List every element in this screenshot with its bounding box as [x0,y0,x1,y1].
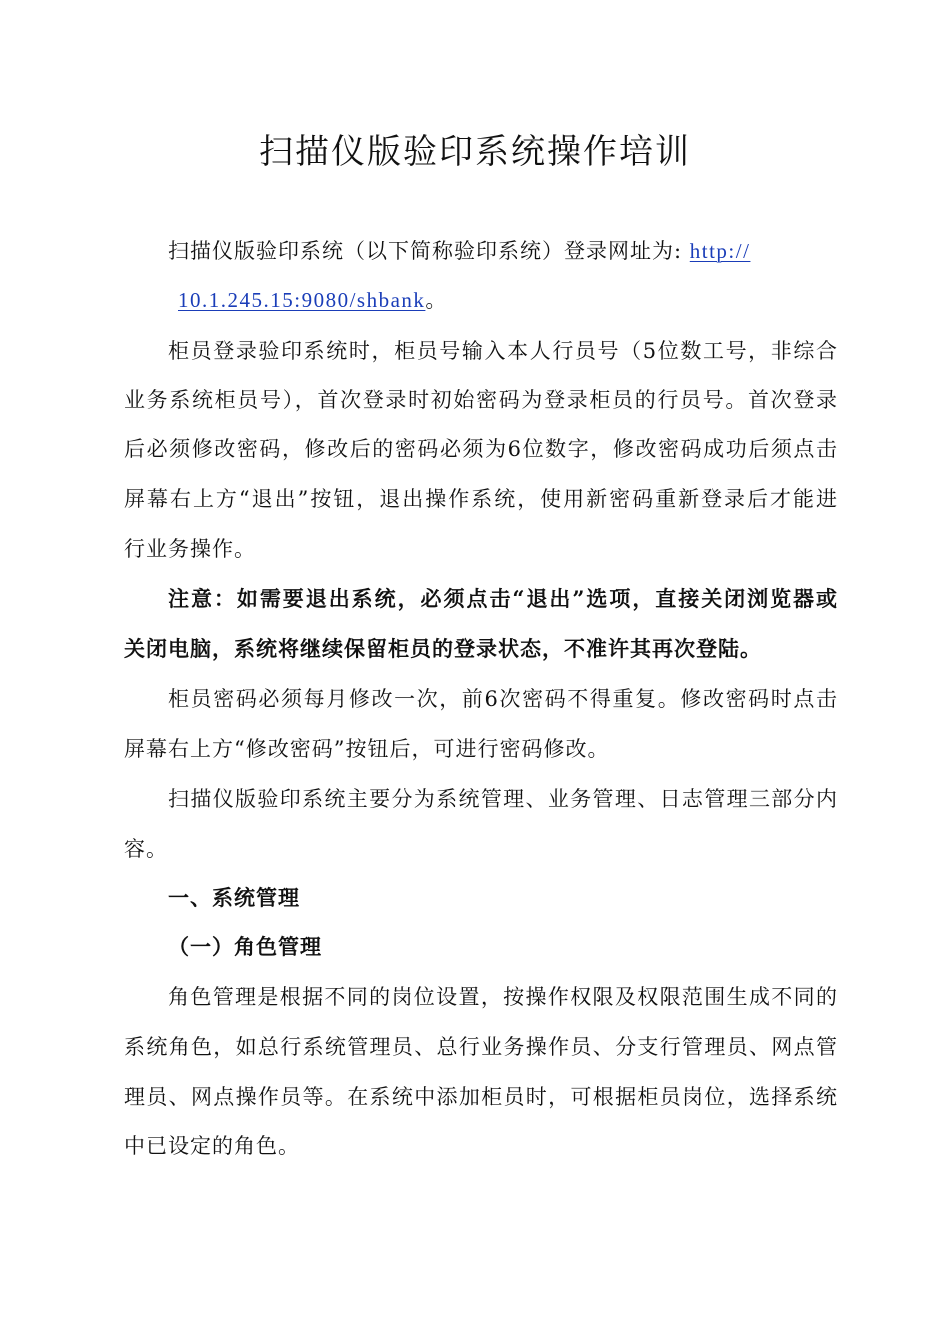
para-password-line: 屏幕右上方“修改密码”按钮后，可进行密码修改。 [124,737,610,761]
para-roles-line: 角色管理是根据不同的岗位设置，按操作权限及权限范围生成不同的 [168,985,838,1009]
url-link-part2[interactable]: 10.1.245.15:9080/shbank [178,288,426,312]
para-password-line: 柜员密码必须每月修改一次，前6次密码不得重复。修改密码时点击 [168,687,838,711]
para-login-line: 行业务操作。 [124,537,256,561]
intro-line [168,236,750,266]
notice-line: 关闭电脑，系统将继续保留柜员的登录状态，不准许其再次登陆。 [124,636,762,661]
intro-line-2 [178,285,447,315]
url-link-part1[interactable]: http:// [689,239,751,263]
intro-suffix: 。 [425,288,448,312]
para-roles-line: 理员、网点操作员等。在系统中添加柜员时，可根据柜员岗位，选择系统 [124,1085,838,1109]
para-sections-line: 扫描仪版验印系统主要分为系统管理、业务管理、日志管理三部分内 [168,787,838,811]
para-sections-line: 容。 [124,837,168,861]
notice-line: 注意：如需要退出系统，必须点击“退出”选项，直接关闭浏览器或 [168,586,838,611]
section-heading: 一、系统管理 [168,885,300,910]
document-title: 扫描仪版验印系统操作培训 [259,132,691,172]
para-login-line: 业务系统柜员号），首次登录时初始密码为登录柜员的行员号。首次登录 [124,388,838,412]
para-login-line: 后必须修改密码，修改后的密码必须为6位数字，修改密码成功后须点击 [124,437,838,461]
para-login-line: 屏幕右上方“退出”按钮，退出操作系统，使用新密码重新登录后才能进 [124,487,838,511]
para-roles-line: 系统角色，如总行系统管理员、总行业务操作员、分支行管理员、网点管 [124,1035,838,1059]
intro-text: 扫描仪版验印系统（以下简称验印系统）登录网址为: [168,239,683,263]
para-login-line: 柜员登录验印系统时，柜员号输入本人行员号（5位数工号，非综合 [168,339,838,363]
para-roles-line: 中已设定的角色。 [124,1134,300,1158]
subsection-heading: （一）角色管理 [168,934,322,959]
